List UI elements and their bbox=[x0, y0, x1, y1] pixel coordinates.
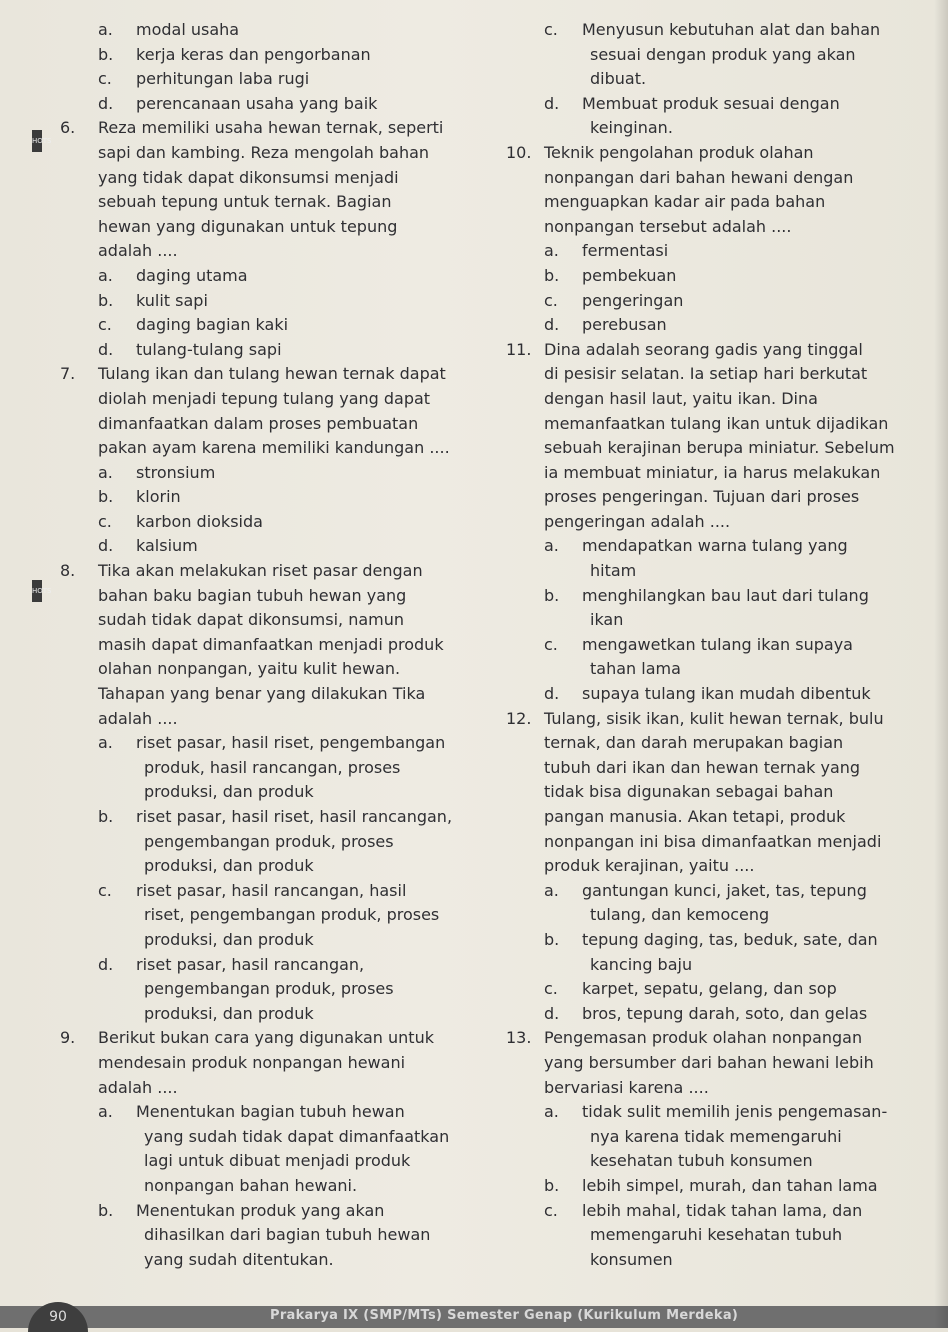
option-line bbox=[506, 584, 906, 609]
text-line bbox=[60, 608, 460, 633]
line-text: Menyusun kebutuhan alat dan bahan bbox=[582, 20, 881, 39]
line-text: yang sudah tidak dapat dimanfaatkan bbox=[144, 1126, 450, 1146]
text-line bbox=[506, 215, 906, 240]
line-text: Dina adalah seorang gadis yang tinggal bbox=[544, 339, 863, 359]
option-label: a. bbox=[98, 1102, 113, 1122]
line-text: produk kerajinan, yaitu .... bbox=[544, 856, 755, 876]
line-text: daging bagian kaki bbox=[136, 315, 289, 335]
footer-bar bbox=[0, 1306, 948, 1328]
text-line bbox=[506, 461, 906, 486]
line-text: kulit sapi bbox=[136, 290, 208, 310]
text-line bbox=[506, 903, 906, 928]
text-line bbox=[506, 953, 906, 978]
line-text: konsumen bbox=[590, 1249, 673, 1269]
text-line bbox=[506, 362, 906, 387]
question-number: 9. bbox=[60, 1028, 76, 1048]
line-text: tepung daging, tas, beduk, sate, dan bbox=[582, 929, 878, 949]
option-label: c. bbox=[98, 511, 112, 531]
option-label: a. bbox=[98, 20, 113, 39]
text-line bbox=[60, 1149, 460, 1174]
option-label: d. bbox=[98, 954, 114, 974]
line-text: pengeringan adalah .... bbox=[544, 511, 731, 531]
right-column bbox=[506, 18, 906, 1272]
option-label: a. bbox=[98, 462, 113, 482]
line-text: sesuai dengan produk yang akan bbox=[590, 44, 856, 64]
option-label: a. bbox=[544, 536, 559, 556]
line-text: sapi dan kambing. Reza mengolah bahan bbox=[98, 142, 430, 162]
line-text: karpet, sepatu, gelang, dan sop bbox=[582, 979, 837, 999]
line-text: yang sudah ditentukan. bbox=[144, 1249, 334, 1269]
line-text: Tulang ikan dan tulang hewan ternak dapat bbox=[98, 364, 446, 384]
line-text: Teknik pengolahan produk olahan bbox=[544, 142, 814, 162]
line-text: ternak, dan darah merupakan bagian bbox=[544, 733, 844, 753]
option-line bbox=[60, 43, 460, 68]
option-line bbox=[60, 264, 460, 289]
line-text: memengaruhi kesehatan tubuh bbox=[590, 1225, 843, 1245]
line-text: menguapkan kadar air pada bahan bbox=[544, 192, 826, 212]
text-line bbox=[60, 756, 460, 781]
option-label: c. bbox=[544, 634, 558, 654]
line-text: tulang, dan kemoceng bbox=[590, 905, 770, 925]
text-line bbox=[506, 756, 906, 781]
option-label: d. bbox=[98, 93, 114, 113]
line-text: produksi, dan produk bbox=[144, 856, 314, 876]
text-line bbox=[506, 190, 906, 215]
question-number: 10. bbox=[506, 142, 532, 162]
line-text: riset pasar, hasil riset, pengembangan bbox=[136, 733, 446, 753]
text-line bbox=[60, 1051, 460, 1076]
line-text: keinginan. bbox=[590, 118, 673, 138]
line-text: Berikut bukan cara yang digunakan untuk bbox=[98, 1028, 434, 1048]
question-line bbox=[60, 116, 460, 141]
option-label: c. bbox=[98, 880, 112, 900]
line-text: sebuah kerajinan berupa miniatur. Sebelum bbox=[544, 438, 895, 458]
line-text: perhitungan laba rugi bbox=[136, 69, 310, 89]
line-text: memanfaatkan tulang ikan untuk dijadikan bbox=[544, 413, 889, 433]
option-line bbox=[506, 633, 906, 658]
question-line bbox=[60, 362, 460, 387]
text-line bbox=[506, 780, 906, 805]
text-line bbox=[506, 436, 906, 461]
line-text: di pesisir selatan. Ia setiap hari berkutat bbox=[544, 364, 868, 384]
option-label: c. bbox=[98, 69, 112, 89]
text-line bbox=[60, 1002, 460, 1027]
option-line bbox=[60, 1199, 460, 1224]
line-text: sudah tidak dapat dikonsumsi, namun bbox=[98, 610, 405, 630]
text-line bbox=[506, 387, 906, 412]
line-text: Tahapan yang benar yang dilakukan Tika bbox=[98, 684, 426, 704]
option-line bbox=[60, 805, 460, 830]
text-line bbox=[506, 116, 906, 141]
option-label: d. bbox=[544, 93, 560, 113]
text-line bbox=[60, 436, 460, 461]
text-line bbox=[60, 682, 460, 707]
option-line bbox=[60, 953, 460, 978]
line-text: kesehatan tubuh konsumen bbox=[590, 1151, 813, 1171]
text-line bbox=[506, 1076, 906, 1101]
line-text: Menentukan produk yang akan bbox=[136, 1200, 385, 1220]
question-number: 7. bbox=[60, 364, 76, 384]
line-text: riset, pengembangan produk, proses bbox=[144, 905, 440, 925]
text-line bbox=[60, 854, 460, 879]
footer-text: Prakarya IX (SMP/MTs) Semester Genap (Kurikulum Merdeka) bbox=[270, 1308, 739, 1323]
option-line bbox=[506, 1199, 906, 1224]
text-line bbox=[60, 166, 460, 191]
text-line bbox=[506, 1149, 906, 1174]
option-line bbox=[506, 18, 906, 43]
option-label: a. bbox=[98, 733, 113, 753]
text-line bbox=[60, 1248, 460, 1273]
option-line bbox=[60, 461, 460, 486]
line-text: Pengemasan produk olahan nonpangan bbox=[544, 1028, 863, 1048]
line-text: nonpangan bahan hewani. bbox=[144, 1175, 358, 1195]
text-line bbox=[506, 67, 906, 92]
option-line bbox=[506, 1002, 906, 1027]
line-text: riset pasar, hasil rancangan, bbox=[136, 954, 365, 974]
line-text: dimanfaatkan dalam proses pembuatan bbox=[98, 413, 419, 433]
option-label: d. bbox=[544, 1003, 560, 1023]
option-line bbox=[506, 977, 906, 1002]
line-text: supaya tulang ikan mudah dibentuk bbox=[582, 684, 871, 704]
line-text: Membuat produk sesuai dengan bbox=[582, 93, 840, 113]
text-line bbox=[60, 215, 460, 240]
option-label: b. bbox=[98, 44, 114, 64]
option-label: c. bbox=[544, 1200, 558, 1220]
line-text: produk, hasil rancangan, proses bbox=[144, 757, 401, 777]
option-line bbox=[506, 239, 906, 264]
text-line bbox=[506, 412, 906, 437]
line-text: produksi, dan produk bbox=[144, 1003, 314, 1023]
line-text: Tika akan melakukan riset pasar dengan bbox=[98, 561, 423, 581]
line-text: Tulang, sisik ikan, kulit hewan ternak, bulu bbox=[544, 708, 884, 728]
option-label: d. bbox=[544, 684, 560, 704]
question-line bbox=[506, 707, 906, 732]
text-line bbox=[60, 1125, 460, 1150]
text-line bbox=[506, 166, 906, 191]
option-line bbox=[60, 1100, 460, 1125]
line-text: bros, tepung darah, soto, dan gelas bbox=[582, 1003, 868, 1023]
text-line bbox=[60, 1076, 460, 1101]
text-line bbox=[506, 731, 906, 756]
option-line bbox=[506, 879, 906, 904]
option-label: c. bbox=[544, 979, 558, 999]
line-text: dibuat. bbox=[590, 69, 647, 89]
line-text: daging utama bbox=[136, 265, 248, 285]
line-text: lebih mahal, tidak tahan lama, dan bbox=[582, 1200, 863, 1220]
option-line bbox=[506, 534, 906, 559]
option-line bbox=[60, 510, 460, 535]
text-line bbox=[60, 780, 460, 805]
text-line bbox=[60, 1223, 460, 1248]
option-label: b. bbox=[98, 1200, 114, 1220]
option-line bbox=[506, 92, 906, 117]
line-text: nonpangan dari bahan hewani dengan bbox=[544, 167, 854, 187]
line-text: masih dapat dimanfaatkan menjadi produk bbox=[98, 634, 444, 654]
line-text: pengembangan produk, proses bbox=[144, 831, 394, 851]
line-text: pengembangan produk, proses bbox=[144, 979, 394, 999]
line-text: klorin bbox=[136, 487, 181, 507]
line-text: yang bersumber dari bahan hewani lebih bbox=[544, 1052, 874, 1072]
line-text: kalsium bbox=[136, 536, 198, 556]
line-text: olahan nonpangan, yaitu kulit hewan. bbox=[98, 659, 401, 679]
option-label: b. bbox=[544, 1175, 560, 1195]
option-line bbox=[506, 682, 906, 707]
hots-tab-6: HOTS bbox=[32, 130, 42, 152]
option-line bbox=[506, 264, 906, 289]
line-text: nonpangan tersebut adalah .... bbox=[544, 216, 792, 236]
text-line bbox=[60, 830, 460, 855]
hots-tab-8: HOTS bbox=[32, 580, 42, 602]
text-line bbox=[60, 707, 460, 732]
question-number: 13. bbox=[506, 1028, 532, 1048]
line-text: kerja keras dan pengorbanan bbox=[136, 44, 371, 64]
line-text: adalah .... bbox=[98, 1077, 178, 1097]
line-text: gantungan kunci, jaket, tas, tepung bbox=[582, 880, 867, 900]
line-text: nonpangan ini bisa dimanfaatkan menjadi bbox=[544, 831, 882, 851]
text-line bbox=[60, 190, 460, 215]
text-line bbox=[506, 1248, 906, 1273]
line-text: tulang-tulang sapi bbox=[136, 339, 282, 359]
line-text: nya karena tidak memengaruhi bbox=[590, 1126, 842, 1146]
text-line bbox=[506, 1223, 906, 1248]
line-text: menghilangkan bau laut dari tulang bbox=[582, 585, 869, 605]
option-label: a. bbox=[544, 880, 559, 900]
text-line bbox=[60, 928, 460, 953]
line-text: yang tidak dapat dikonsumsi menjadi bbox=[98, 167, 399, 187]
option-line bbox=[506, 289, 906, 314]
question-number: 12. bbox=[506, 708, 532, 728]
line-text: mengawetkan tulang ikan supaya bbox=[582, 634, 853, 654]
line-text: pembekuan bbox=[582, 265, 677, 285]
line-text: Menentukan bagian tubuh hewan bbox=[136, 1102, 405, 1122]
question-line bbox=[506, 141, 906, 166]
option-label: d. bbox=[98, 339, 114, 359]
line-text: ia membuat miniatur, ia harus melakukan bbox=[544, 462, 881, 482]
option-label: b. bbox=[98, 487, 114, 507]
option-label: b. bbox=[98, 290, 114, 310]
line-text: modal usaha bbox=[136, 20, 240, 39]
line-text: mendesain produk nonpangan hewani bbox=[98, 1052, 406, 1072]
line-text: tahan lama bbox=[590, 659, 681, 679]
text-line bbox=[60, 657, 460, 682]
text-line bbox=[506, 485, 906, 510]
line-text: stronsium bbox=[136, 462, 216, 482]
question-number: 8. bbox=[60, 561, 76, 581]
line-text: tidak bisa digunakan sebagai bahan bbox=[544, 782, 834, 802]
option-label: d. bbox=[544, 315, 560, 335]
option-label: b. bbox=[544, 929, 560, 949]
text-line bbox=[506, 43, 906, 68]
line-text: proses pengeringan. Tujuan dari proses bbox=[544, 487, 860, 507]
option-line bbox=[506, 1100, 906, 1125]
text-line bbox=[506, 854, 906, 879]
option-line bbox=[60, 485, 460, 510]
question-line bbox=[506, 1026, 906, 1051]
line-text: pangan manusia. Akan tetapi, produk bbox=[544, 807, 846, 826]
line-text: perebusan bbox=[582, 315, 667, 335]
option-line bbox=[60, 731, 460, 756]
text-line bbox=[506, 1125, 906, 1150]
line-text: produksi, dan produk bbox=[144, 929, 314, 949]
option-line bbox=[60, 879, 460, 904]
line-text: karbon dioksida bbox=[136, 511, 263, 531]
option-line bbox=[506, 1174, 906, 1199]
option-line bbox=[60, 313, 460, 338]
line-text: riset pasar, hasil rancangan, hasil bbox=[136, 880, 407, 900]
text-line bbox=[506, 657, 906, 682]
option-label: b. bbox=[544, 265, 560, 285]
line-text: ikan bbox=[590, 610, 624, 630]
text-line bbox=[60, 239, 460, 264]
line-text: bahan baku bagian tubuh hewan yang bbox=[98, 585, 407, 605]
text-line bbox=[60, 387, 460, 412]
option-label: c. bbox=[544, 20, 558, 39]
option-label: d. bbox=[98, 536, 114, 556]
option-label: c. bbox=[544, 290, 558, 310]
question-line bbox=[506, 338, 906, 363]
option-label: a. bbox=[98, 265, 113, 285]
option-label: a. bbox=[544, 1102, 559, 1122]
text-line bbox=[506, 510, 906, 535]
text-line bbox=[506, 559, 906, 584]
question-number: 11. bbox=[506, 339, 532, 359]
text-line bbox=[60, 903, 460, 928]
line-text: fermentasi bbox=[582, 241, 669, 261]
line-text: dengan hasil laut, yaitu ikan. Dina bbox=[544, 388, 818, 408]
option-label: a. bbox=[544, 241, 559, 261]
option-line bbox=[506, 928, 906, 953]
option-label: c. bbox=[98, 315, 112, 335]
option-line bbox=[60, 534, 460, 559]
line-text: adalah .... bbox=[98, 241, 178, 261]
page-number: 90 bbox=[28, 1302, 88, 1332]
question-number: 6. bbox=[60, 118, 76, 138]
text-line bbox=[60, 977, 460, 1002]
text-line bbox=[60, 1174, 460, 1199]
line-text: diolah menjadi tepung tulang yang dapat bbox=[98, 388, 431, 408]
left-column bbox=[60, 18, 460, 1272]
text-line bbox=[60, 584, 460, 609]
line-text: Reza memiliki usaha hewan ternak, seperti bbox=[98, 118, 444, 138]
line-text: adalah .... bbox=[98, 708, 178, 728]
option-line bbox=[60, 67, 460, 92]
line-text: sebuah tepung untuk ternak. Bagian bbox=[98, 192, 392, 212]
option-line bbox=[60, 92, 460, 117]
text-line bbox=[506, 608, 906, 633]
line-text: kancing baju bbox=[590, 954, 693, 974]
text-line bbox=[60, 412, 460, 437]
option-label: b. bbox=[544, 585, 560, 605]
text-line bbox=[506, 805, 906, 830]
line-text: tidak sulit memilih jenis pengemasan- bbox=[582, 1102, 888, 1122]
line-text: perencanaan usaha yang baik bbox=[136, 93, 378, 113]
line-text: produksi, dan produk bbox=[144, 782, 314, 802]
text-line bbox=[60, 141, 460, 166]
line-text: hewan yang digunakan untuk tepung bbox=[98, 216, 398, 236]
text-line bbox=[506, 1051, 906, 1076]
line-text: hitam bbox=[590, 561, 637, 581]
line-text: mendapatkan warna tulang yang bbox=[582, 536, 848, 556]
line-text: dihasilkan dari bagian tubuh hewan bbox=[144, 1225, 431, 1245]
line-text: pakan ayam karena memiliki kandungan .... bbox=[98, 438, 450, 458]
question-line bbox=[60, 1026, 460, 1051]
text-line bbox=[506, 830, 906, 855]
page-edge-shadow bbox=[934, 0, 948, 1328]
option-label: b. bbox=[98, 807, 114, 826]
line-text: lagi untuk dibuat menjadi produk bbox=[144, 1151, 411, 1171]
option-line bbox=[506, 313, 906, 338]
line-text: lebih simpel, murah, dan tahan lama bbox=[582, 1175, 878, 1195]
line-text: pengeringan bbox=[582, 290, 684, 310]
option-line bbox=[60, 289, 460, 314]
line-text: riset pasar, hasil riset, hasil rancangan, bbox=[136, 807, 453, 826]
option-line bbox=[60, 18, 460, 43]
line-text: tubuh dari ikan dan hewan ternak yang bbox=[544, 757, 861, 777]
text-line bbox=[60, 633, 460, 658]
option-line bbox=[60, 338, 460, 363]
line-text: bervariasi karena .... bbox=[544, 1077, 709, 1097]
question-line bbox=[60, 559, 460, 584]
